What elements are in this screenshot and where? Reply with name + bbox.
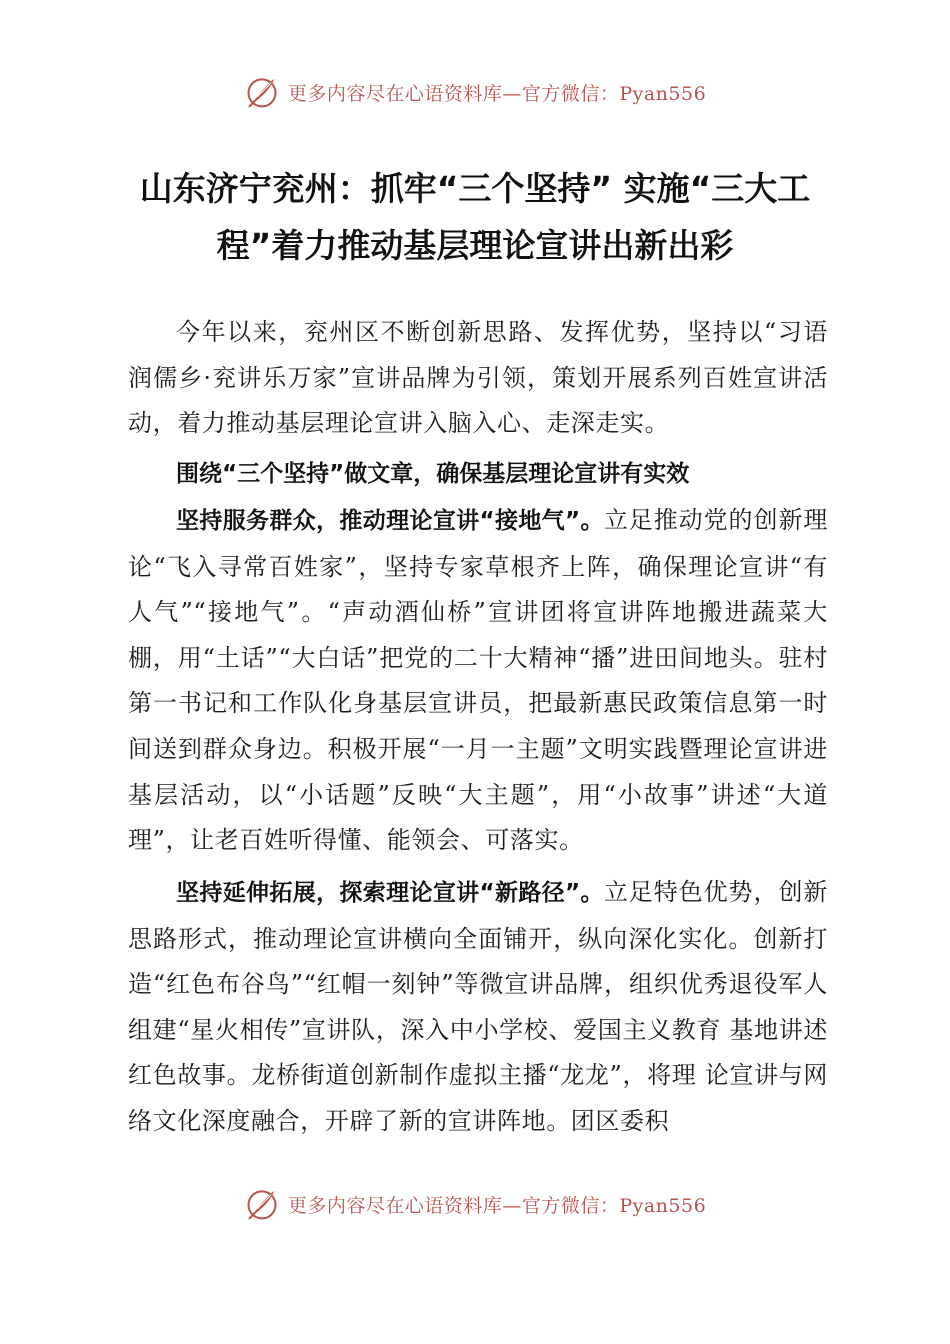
paragraph-extend-expand <box>128 870 828 1145</box>
paragraph-serve-masses <box>128 498 828 864</box>
paragraph-lead: 坚持延伸拓展，探索理论宣讲“新路径”。 <box>176 880 604 906</box>
paragraph-body: 立足特色优势，创新思路形式，推动理论宣讲横向全面铺开，纵向深化实化。创新打造“红色布谷鸟”“红帽一刻钟”等微宣讲品牌，组织优秀退役军人组建“星火相传”宣讲队，深入中小学校、爱国主义教育 基地讲述红色故事。龙桥街道创新制作虚拟主播“龙龙”，将理 论宣讲与网络文化深度融合，开辟了新的宣讲阵地。团区委积 <box>128 878 829 1135</box>
feather-quill-logo-icon <box>244 74 280 110</box>
feather-quill-logo-icon <box>244 1186 280 1222</box>
footer-banner <box>0 1182 950 1226</box>
article-title: 山东济宁兖州：抓牢“三个坚持” 实施“三大工程”着力推动基层理论宣讲出新出彩 <box>139 169 811 265</box>
banner-text: 更多内容尽在心语资料库—官方微信：Pyan556 <box>287 82 707 105</box>
section-heading: 围绕“三个坚持”做文章，确保基层理论宣讲有实效 <box>176 461 690 487</box>
intro-paragraph: 今年以来，兖州区不断创新思路、发挥优势，坚持以“习语润儒乡·兖讲乐万家”宣讲品牌为引领，策划开展系列百姓宣讲活动，着力推动基层理论宣讲入脑入心、走深走实。 <box>128 318 828 438</box>
header-banner <box>0 70 950 114</box>
paragraph-lead: 坚持服务群众，推动理论宣讲“接地气”。 <box>176 508 604 534</box>
banner-text: 更多内容尽在心语资料库—官方微信：Pyan556 <box>287 1194 707 1217</box>
paragraph-body: 立足推动党的创新理论“飞入寻常百姓家”，坚持专家草根齐上阵，确保理论宣讲“有人气”“接地气”。“声动酒仙桥”宣讲团将宣讲阵地搬进蔬菜大棚，用“土话”“大白话”把党的二十大精神“播”进田间地头。驻村第一书记和工作队化身基层宣讲员，把最新惠民政策信息第一时间送到群众身边。积极开展“一月一主题”文明实践暨理论宣讲进基层活动，以“小话题”反映“大主题”，用“小故事”讲述“大道理”，让老百姓听得懂、能领会、可落实。 <box>128 506 829 855</box>
